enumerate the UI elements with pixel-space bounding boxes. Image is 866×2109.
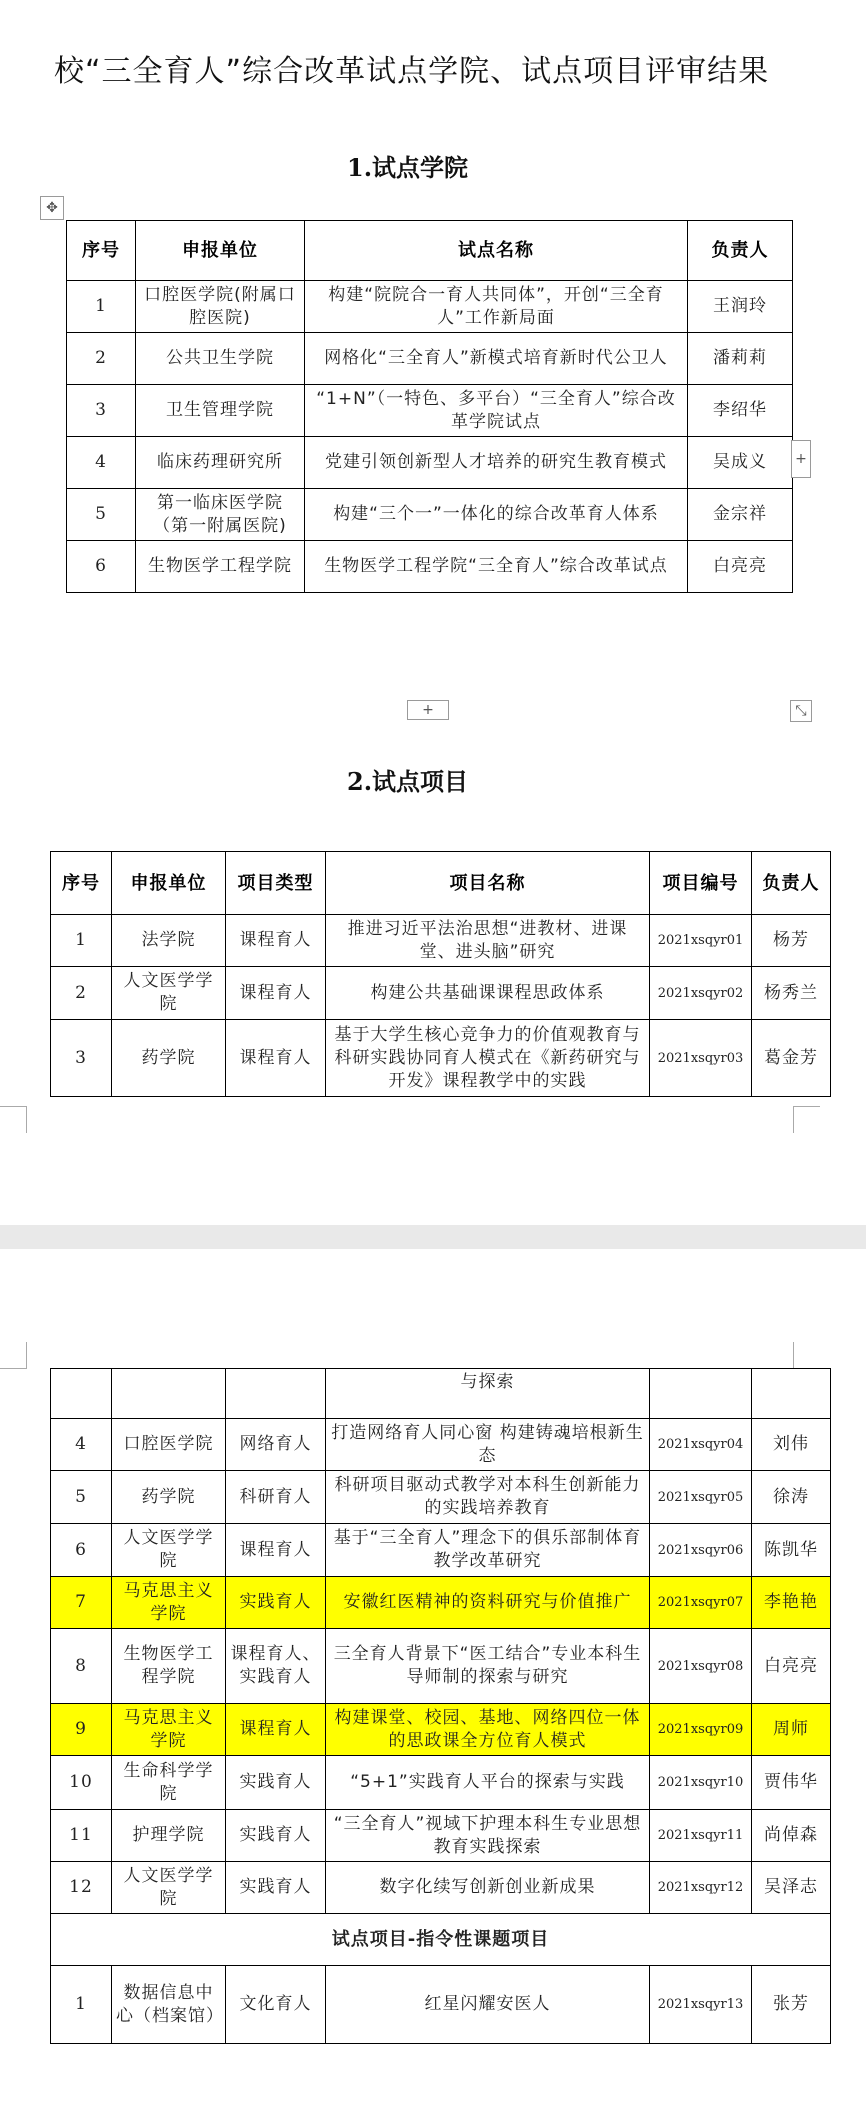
cell-pilot-name: 构建“三个一”一体化的综合改革育人体系 bbox=[305, 489, 688, 541]
cell-no: 3 bbox=[51, 1020, 112, 1097]
cell-unit: 临床药理研究所 bbox=[136, 437, 305, 489]
table-header-row bbox=[51, 852, 831, 915]
cell-no: 2 bbox=[51, 967, 112, 1020]
cell-code: 2021xsqyr01 bbox=[650, 915, 752, 967]
cell-person: 陈凯华 bbox=[752, 1524, 831, 1577]
page-break-gap bbox=[0, 1225, 866, 1249]
cell-no: 5 bbox=[67, 489, 136, 541]
cell-project-name-continued: 与探索 bbox=[326, 1369, 650, 1419]
table-row bbox=[51, 967, 831, 1020]
cell-unit: 口腔医学院 bbox=[112, 1419, 226, 1471]
cell-pilot-name: 生物医学工程学院“三全育人”综合改革试点 bbox=[305, 541, 688, 593]
pilot-project-table-continued bbox=[50, 1368, 831, 2044]
cell-type: 课程育人 bbox=[226, 1704, 326, 1756]
table-row bbox=[67, 437, 793, 489]
cell-project-name: 基于大学生核心竞争力的价值观教育与科研实践协同育人模式在《新药研究与开发》课程教学中的实践 bbox=[326, 1020, 650, 1097]
table-row bbox=[51, 1419, 831, 1471]
cell-code: 2021xsqyr06 bbox=[650, 1524, 752, 1577]
cell-no: 2 bbox=[67, 333, 136, 385]
page-corner-mark bbox=[0, 1342, 27, 1369]
table-row bbox=[51, 1966, 831, 2044]
cell-code: 2021xsqyr12 bbox=[650, 1862, 752, 1914]
cell-unit: 马克思主义学院 bbox=[112, 1704, 226, 1756]
table-row bbox=[51, 1704, 831, 1756]
cell-empty bbox=[112, 1369, 226, 1419]
cell-type: 实践育人 bbox=[226, 1756, 326, 1810]
cell-person: 金宗祥 bbox=[688, 489, 793, 541]
cell-unit: 马克思主义学院 bbox=[112, 1577, 226, 1629]
cell-person: 白亮亮 bbox=[688, 541, 793, 593]
page-corner-mark bbox=[793, 1342, 820, 1369]
cell-type: 课程育人 bbox=[226, 1524, 326, 1577]
cell-project-name: “5+1”实践育人平台的探索与实践 bbox=[326, 1756, 650, 1810]
cell-person: 尚倬森 bbox=[752, 1810, 831, 1862]
cell-unit: 药学院 bbox=[112, 1020, 226, 1097]
cell-person: 张芳 bbox=[752, 1966, 831, 2044]
subheader-row bbox=[51, 1914, 831, 1966]
cell-person: 葛金芳 bbox=[752, 1020, 831, 1097]
cell-code: 2021xsqyr03 bbox=[650, 1020, 752, 1097]
cell-code: 2021xsqyr13 bbox=[650, 1966, 752, 2044]
cell-type: 实践育人 bbox=[226, 1810, 326, 1862]
cell-person: 杨秀兰 bbox=[752, 967, 831, 1020]
cell-unit: 口腔医学院(附属口腔医院) bbox=[136, 281, 305, 333]
cell-pilot-name: 构建“院院合一育人共同体”，开创“三全育人”工作新局面 bbox=[305, 281, 688, 333]
table-row bbox=[51, 1756, 831, 1810]
cell-empty bbox=[752, 1369, 831, 1419]
cell-no: 6 bbox=[67, 541, 136, 593]
cell-type: 课程育人 bbox=[226, 1020, 326, 1097]
cell-person: 潘莉莉 bbox=[688, 333, 793, 385]
cell-unit: 法学院 bbox=[112, 915, 226, 967]
cell-person: 徐涛 bbox=[752, 1471, 831, 1524]
table-row bbox=[51, 1577, 831, 1629]
cell-person: 吴泽志 bbox=[752, 1862, 831, 1914]
cell-unit: 数据信息中心（档案馆） bbox=[112, 1966, 226, 2044]
cell-person: 杨芳 bbox=[752, 915, 831, 967]
cell-project-name: 安徽红医精神的资料研究与价值推广 bbox=[326, 1577, 650, 1629]
table-move-handle[interactable]: ✥ bbox=[40, 196, 64, 220]
cell-unit: 第一临床医学院（第一附属医院) bbox=[136, 489, 305, 541]
cell-no: 4 bbox=[67, 437, 136, 489]
cell-code: 2021xsqyr04 bbox=[650, 1419, 752, 1471]
cell-no: 1 bbox=[51, 1966, 112, 2044]
cell-project-name: 三全育人背景下“医工结合”专业本科生导师制的探索与研究 bbox=[326, 1629, 650, 1704]
table-row bbox=[51, 1524, 831, 1577]
cell-no: 5 bbox=[51, 1471, 112, 1524]
cell-no: 6 bbox=[51, 1524, 112, 1577]
header-code: 项目编号 bbox=[650, 852, 752, 915]
cell-no: 3 bbox=[67, 385, 136, 437]
cell-unit: 人文医学学院 bbox=[112, 1524, 226, 1577]
header-no: 序号 bbox=[67, 221, 136, 281]
cell-person: 贾伟华 bbox=[752, 1756, 831, 1810]
cell-code: 2021xsqyr10 bbox=[650, 1756, 752, 1810]
cell-project-name: 红星闪耀安医人 bbox=[326, 1966, 650, 2044]
cell-type: 文化育人 bbox=[226, 1966, 326, 2044]
cell-project-name: 数字化续写创新创业新成果 bbox=[326, 1862, 650, 1914]
header-person: 负责人 bbox=[688, 221, 793, 281]
add-column-button[interactable]: + bbox=[791, 440, 811, 478]
cell-type: 实践育人 bbox=[226, 1577, 326, 1629]
table-row bbox=[67, 489, 793, 541]
cell-type: 实践育人 bbox=[226, 1862, 326, 1914]
cell-no: 9 bbox=[51, 1704, 112, 1756]
cell-type: 课程育人 bbox=[226, 915, 326, 967]
table-row bbox=[67, 385, 793, 437]
cell-type: 科研育人 bbox=[226, 1471, 326, 1524]
cell-project-name: 打造网络育人同心窗 构建铸魂培根新生态 bbox=[326, 1419, 650, 1471]
cell-pilot-name: “1+N”（一特色、多平台）“三全育人”综合改革学院试点 bbox=[305, 385, 688, 437]
cell-code: 2021xsqyr08 bbox=[650, 1629, 752, 1704]
table-header-row bbox=[67, 221, 793, 281]
table-row bbox=[51, 915, 831, 967]
table-row bbox=[67, 333, 793, 385]
add-row-button[interactable]: + bbox=[407, 700, 449, 720]
section-1-title: 1.试点学院 bbox=[347, 153, 469, 182]
cell-no: 1 bbox=[67, 281, 136, 333]
cell-empty bbox=[51, 1369, 112, 1419]
cell-unit: 护理学院 bbox=[112, 1810, 226, 1862]
page-corner-mark bbox=[0, 1106, 27, 1133]
cell-no: 12 bbox=[51, 1862, 112, 1914]
cell-unit: 人文医学学院 bbox=[112, 967, 226, 1020]
cell-unit: 卫生管理学院 bbox=[136, 385, 305, 437]
cell-code: 2021xsqyr09 bbox=[650, 1704, 752, 1756]
table-row bbox=[51, 1629, 831, 1704]
cell-person: 刘伟 bbox=[752, 1419, 831, 1471]
cell-no: 8 bbox=[51, 1629, 112, 1704]
cell-pilot-name: 党建引领创新型人才培养的研究生教育模式 bbox=[305, 437, 688, 489]
header-type: 项目类型 bbox=[226, 852, 326, 915]
cell-no: 10 bbox=[51, 1756, 112, 1810]
cell-unit: 生命科学学院 bbox=[112, 1756, 226, 1810]
cell-project-name: 科研项目驱动式教学对本科生创新能力的实践培养教育 bbox=[326, 1471, 650, 1524]
cell-empty bbox=[226, 1369, 326, 1419]
table-row bbox=[51, 1471, 831, 1524]
cell-person: 李绍华 bbox=[688, 385, 793, 437]
cell-person: 周师 bbox=[752, 1704, 831, 1756]
cell-code: 2021xsqyr05 bbox=[650, 1471, 752, 1524]
cell-unit: 药学院 bbox=[112, 1471, 226, 1524]
cell-type: 课程育人、实践育人 bbox=[226, 1629, 326, 1704]
cell-type: 网络育人 bbox=[226, 1419, 326, 1471]
table-row bbox=[67, 281, 793, 333]
cell-pilot-name: 网格化“三全育人”新模式培育新时代公卫人 bbox=[305, 333, 688, 385]
cell-empty bbox=[650, 1369, 752, 1419]
pilot-project-table bbox=[50, 851, 831, 1097]
cell-project-name: 构建公共基础课课程思政体系 bbox=[326, 967, 650, 1020]
document-title: 校“三全育人”综合改革试点学院、试点项目评审结果 bbox=[54, 54, 770, 89]
cell-no: 4 bbox=[51, 1419, 112, 1471]
cell-person: 白亮亮 bbox=[752, 1629, 831, 1704]
cell-no: 1 bbox=[51, 915, 112, 967]
cell-project-name: 构建课堂、校园、基地、网络四位一体的思政课全方位育人模式 bbox=[326, 1704, 650, 1756]
cell-project-name: “三全育人”视域下护理本科生专业思想教育实践探索 bbox=[326, 1810, 650, 1862]
header-person: 负责人 bbox=[752, 852, 831, 915]
cell-code: 2021xsqyr02 bbox=[650, 967, 752, 1020]
header-unit: 申报单位 bbox=[136, 221, 305, 281]
header-project-name: 项目名称 bbox=[326, 852, 650, 915]
cell-unit: 生物医学工程学院 bbox=[136, 541, 305, 593]
cell-code: 2021xsqyr07 bbox=[650, 1577, 752, 1629]
table-resize-handle[interactable]: ⤡ bbox=[790, 700, 812, 722]
cell-no: 7 bbox=[51, 1577, 112, 1629]
table-row bbox=[51, 1810, 831, 1862]
header-pilot-name: 试点名称 bbox=[305, 221, 688, 281]
cell-unit: 公共卫生学院 bbox=[136, 333, 305, 385]
directive-projects-subheader: 试点项目-指令性课题项目 bbox=[51, 1914, 831, 1966]
cell-unit: 生物医学工程学院 bbox=[112, 1629, 226, 1704]
cell-project-name: 基于“三全育人”理念下的俱乐部制体育教学改革研究 bbox=[326, 1524, 650, 1577]
cell-person: 王润玲 bbox=[688, 281, 793, 333]
cell-person: 李艳艳 bbox=[752, 1577, 831, 1629]
header-no: 序号 bbox=[51, 852, 112, 915]
table-row bbox=[51, 1020, 831, 1097]
section-2-title: 2.试点项目 bbox=[347, 767, 469, 796]
cell-code: 2021xsqyr11 bbox=[650, 1810, 752, 1862]
cell-type: 课程育人 bbox=[226, 967, 326, 1020]
page-corner-mark bbox=[793, 1106, 820, 1133]
cell-unit: 人文医学学院 bbox=[112, 1862, 226, 1914]
cell-no: 11 bbox=[51, 1810, 112, 1862]
table-row bbox=[51, 1862, 831, 1914]
pilot-college-table bbox=[66, 220, 793, 593]
table-row bbox=[67, 541, 793, 593]
cell-project-name: 推进习近平法治思想“进教材、进课堂、进头脑”研究 bbox=[326, 915, 650, 967]
table-row-continued bbox=[51, 1369, 831, 1419]
header-unit: 申报单位 bbox=[112, 852, 226, 915]
cell-person: 吴成义 bbox=[688, 437, 793, 489]
